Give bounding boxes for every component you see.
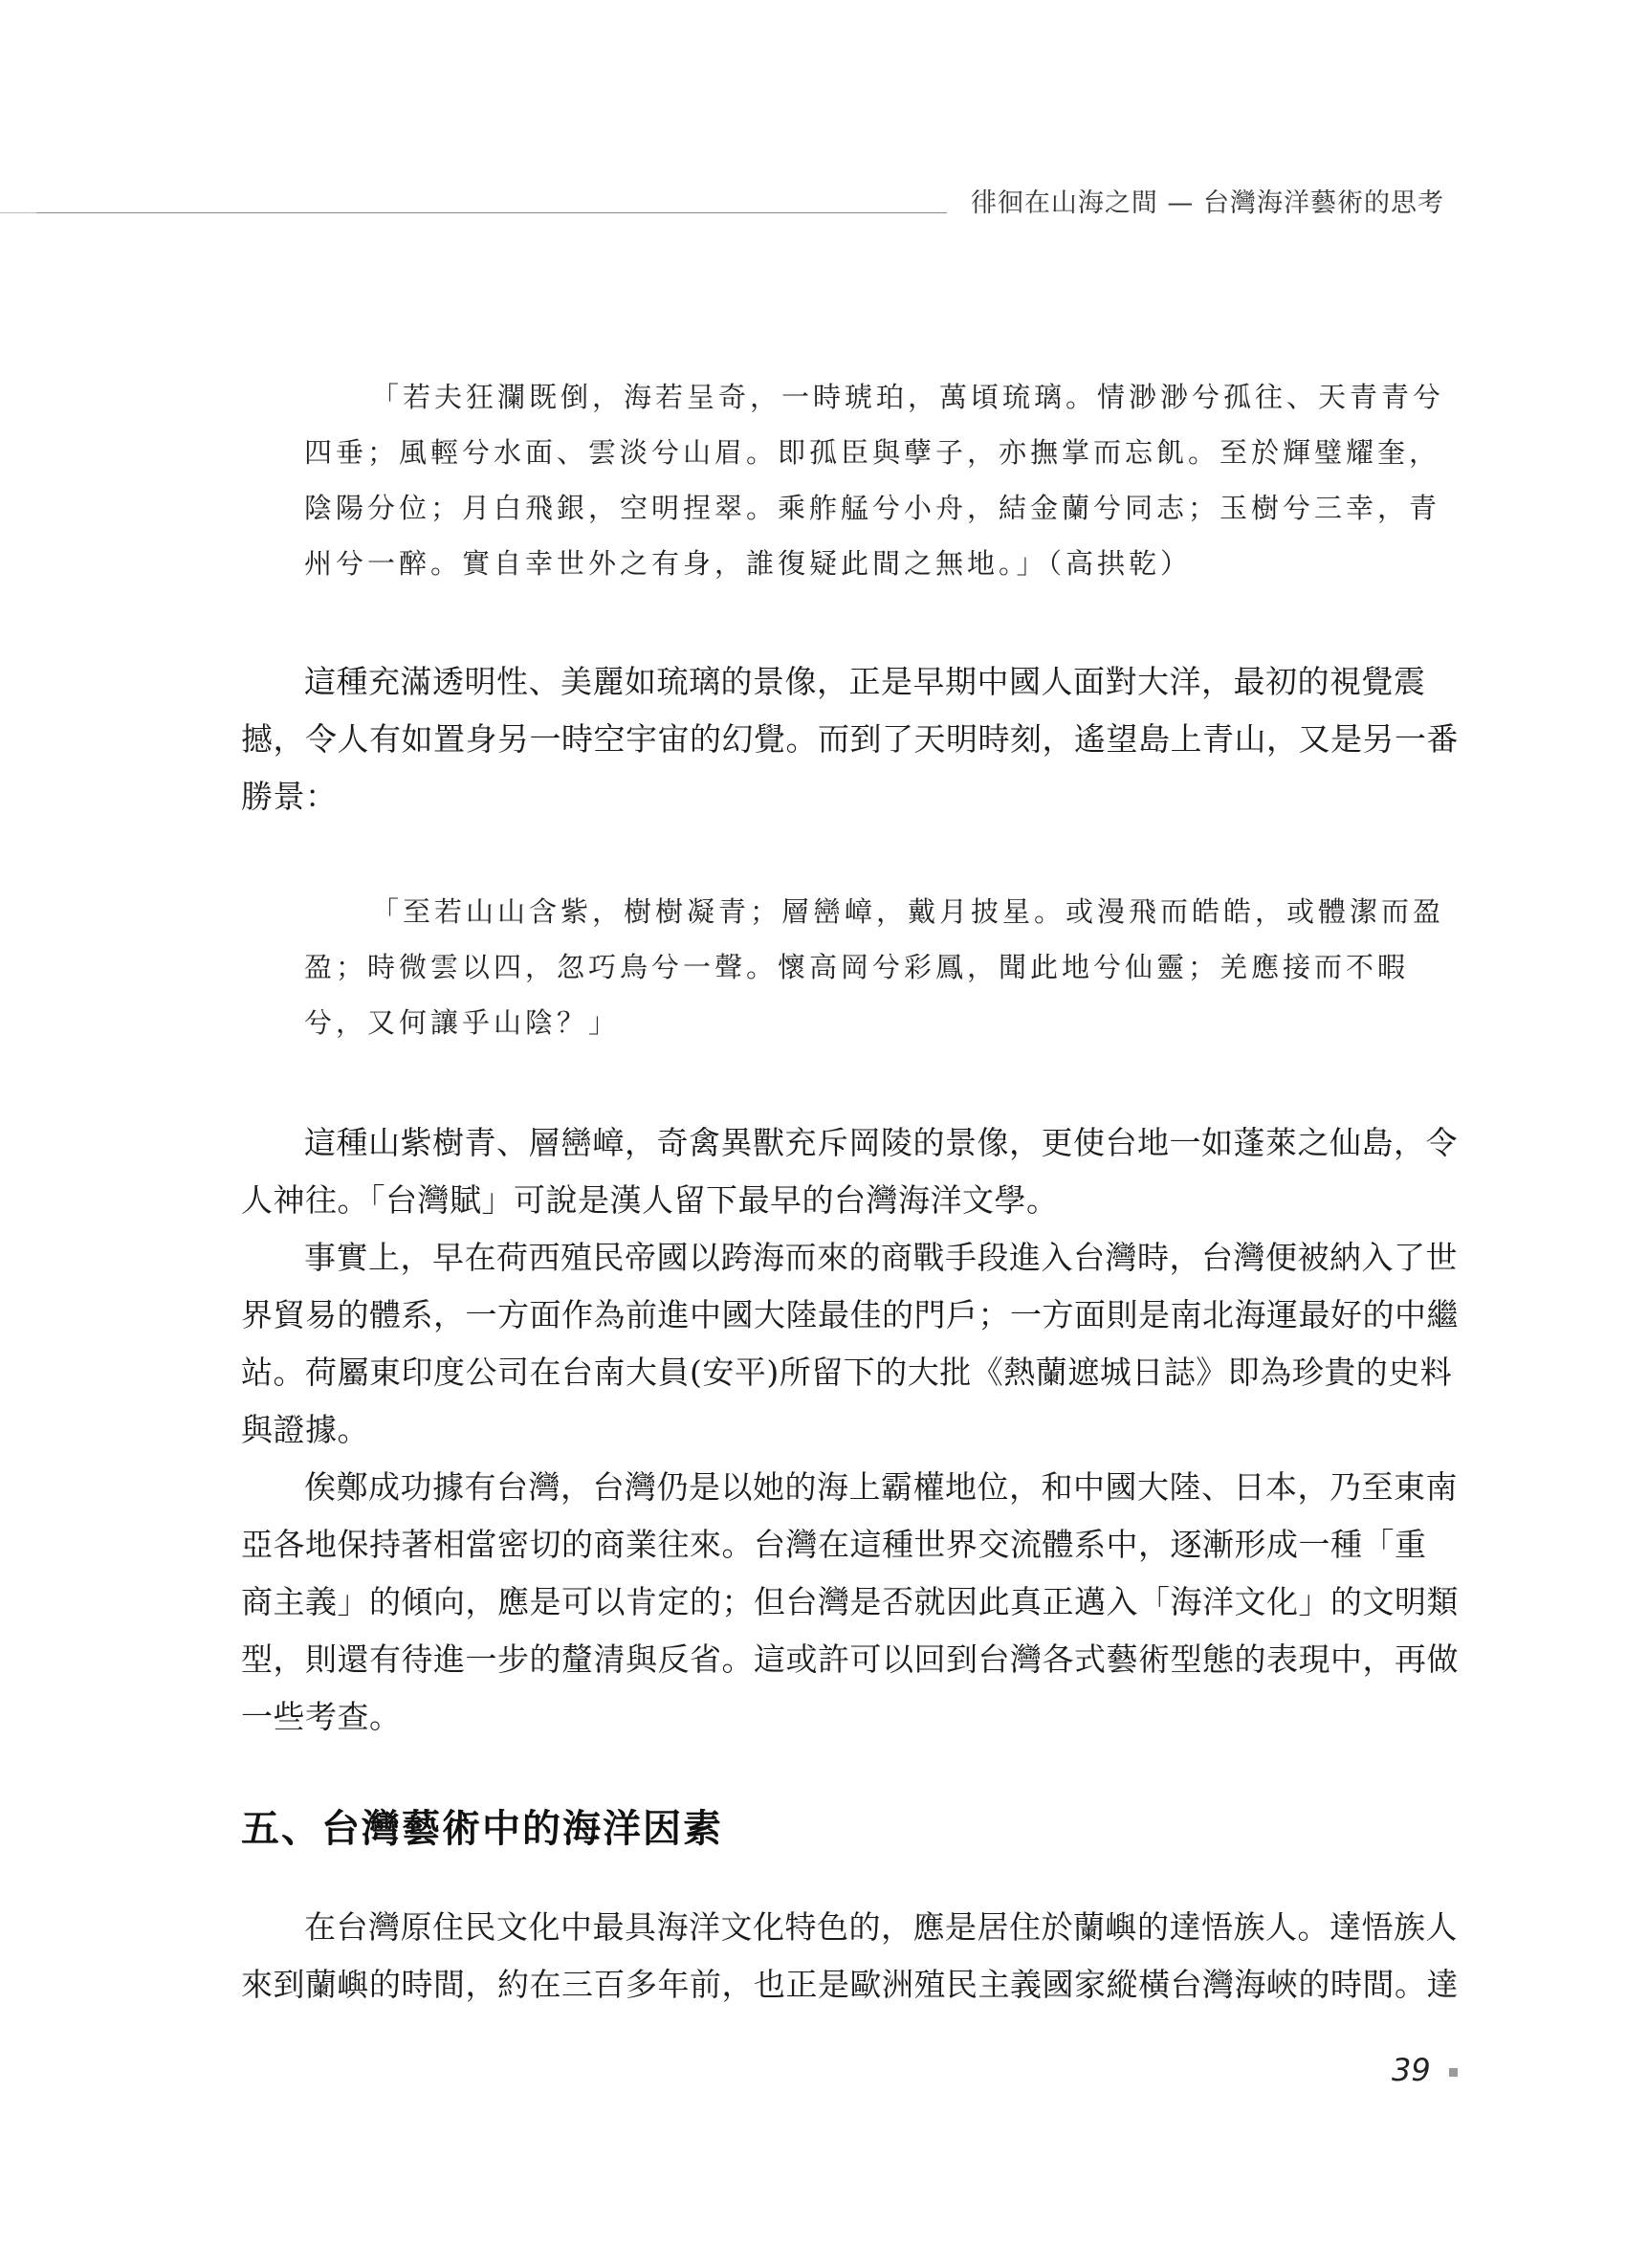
quote-line: 兮，又何讓乎山陰？」	[304, 1006, 621, 1039]
paragraph-4	[241, 1459, 1459, 1746]
text-line: 撼，令人有如置身另一時空宇宙的幻覺。而到了天明時刻，遙望島上青山，又是另一番	[241, 720, 1459, 758]
header-tick-mark	[0, 212, 36, 213]
text-line: 界貿易的體系，一方面作為前進中國大陸最佳的門戶；一方面則是南北海運最好的中繼	[241, 1296, 1459, 1333]
quote-block-2	[304, 884, 1445, 1050]
text-line: 這種山紫樹青、層巒嶂，奇禽異獸充斥岡陵的景像，更使台地一如蓬萊之仙島，令	[304, 1124, 1458, 1161]
text-line: 站。荷屬東印度公司在台南大員(安平)所留下的大批《熱蘭遮城日誌》即為珍貴的史料	[241, 1354, 1453, 1391]
text-line: 這種充滿透明性、美麗如琉璃的景像，正是早期中國人面對大洋，最初的視覺震	[304, 663, 1426, 700]
text-line: 型，則還有待進一步的釐清與反省。這或許可以回到台灣各式藝術型態的表現中，再做	[241, 1640, 1459, 1678]
quote-line: 州兮一醉。實自幸世外之有身，誰復疑此間之無地。」（高拱乾）	[304, 547, 1193, 580]
quote-line: 「若夫狂瀾既倒，海若呈奇，一時琥珀，萬頃琉璃。情渺渺兮孤往、天青青兮	[371, 381, 1445, 413]
paragraph-3	[241, 1229, 1459, 1459]
quote-line: 四垂；風輕兮水面、雲淡兮山眉。即孤臣與孽子，亦撫掌而忘飢。至於輝璧耀奎，	[304, 436, 1441, 469]
text-line: 勝景：	[241, 778, 338, 815]
paragraph-1	[241, 653, 1459, 826]
section-heading: 五、台灣藝術中的海洋因素	[241, 1807, 723, 1851]
quote-line: 盈；時微雲以四，忽巧鳥兮一聲。懷高岡兮彩鳳，聞此地兮仙靈；羌應接而不暇	[304, 951, 1410, 983]
paragraph-5	[241, 1899, 1459, 2014]
running-header-title: 徘徊在山海之間 — 台灣海洋藝術的思考	[970, 188, 1444, 218]
quote-block-1	[304, 369, 1445, 591]
page-number: 39	[1392, 2052, 1431, 2088]
quote-line: 陰陽分位；月白飛銀，空明捏翠。乘舴艋兮小舟，結金蘭兮同志；玉樹兮三幸，青	[304, 492, 1441, 524]
header-rule	[36, 212, 947, 213]
text-line: 一些考查。	[241, 1698, 402, 1735]
text-line: 事實上，早在荷西殖民帝國以跨海而來的商戰手段進入台灣時，台灣便被納入了世	[304, 1239, 1458, 1276]
text-line: 亞各地保持著相當密切的商業往來。台灣在這種世界交流體系中，逐漸形成一種「重	[241, 1526, 1427, 1563]
text-line: 與證據。	[241, 1411, 369, 1448]
quote-line: 「至若山山含紫，樹樹凝青；層巒嶂，戴月披星。或漫飛而皓皓，或體潔而盈	[371, 895, 1445, 928]
text-line: 俟鄭成功據有台灣，台灣仍是以她的海上霸權地位，和中國大陸、日本，乃至東南	[304, 1468, 1458, 1506]
page-number-marker	[1449, 2068, 1458, 2077]
text-line: 商主義」的傾向，應是可以肯定的；但台灣是否就因此真正邁入「海洋文化」的文明類	[241, 1583, 1459, 1620]
text-line: 人神往。「台灣賦」可說是漢人留下最早的台灣海洋文學。	[241, 1181, 1059, 1219]
text-line: 在台灣原住民文化中最具海洋文化特色的，應是居住於蘭嶼的達悟族人。達悟族人	[304, 1908, 1458, 1946]
paragraph-2	[241, 1114, 1458, 1229]
text-line: 來到蘭嶼的時間，約在三百多年前，也正是歐洲殖民主義國家縱橫台灣海峽的時間。達	[241, 1966, 1459, 2003]
